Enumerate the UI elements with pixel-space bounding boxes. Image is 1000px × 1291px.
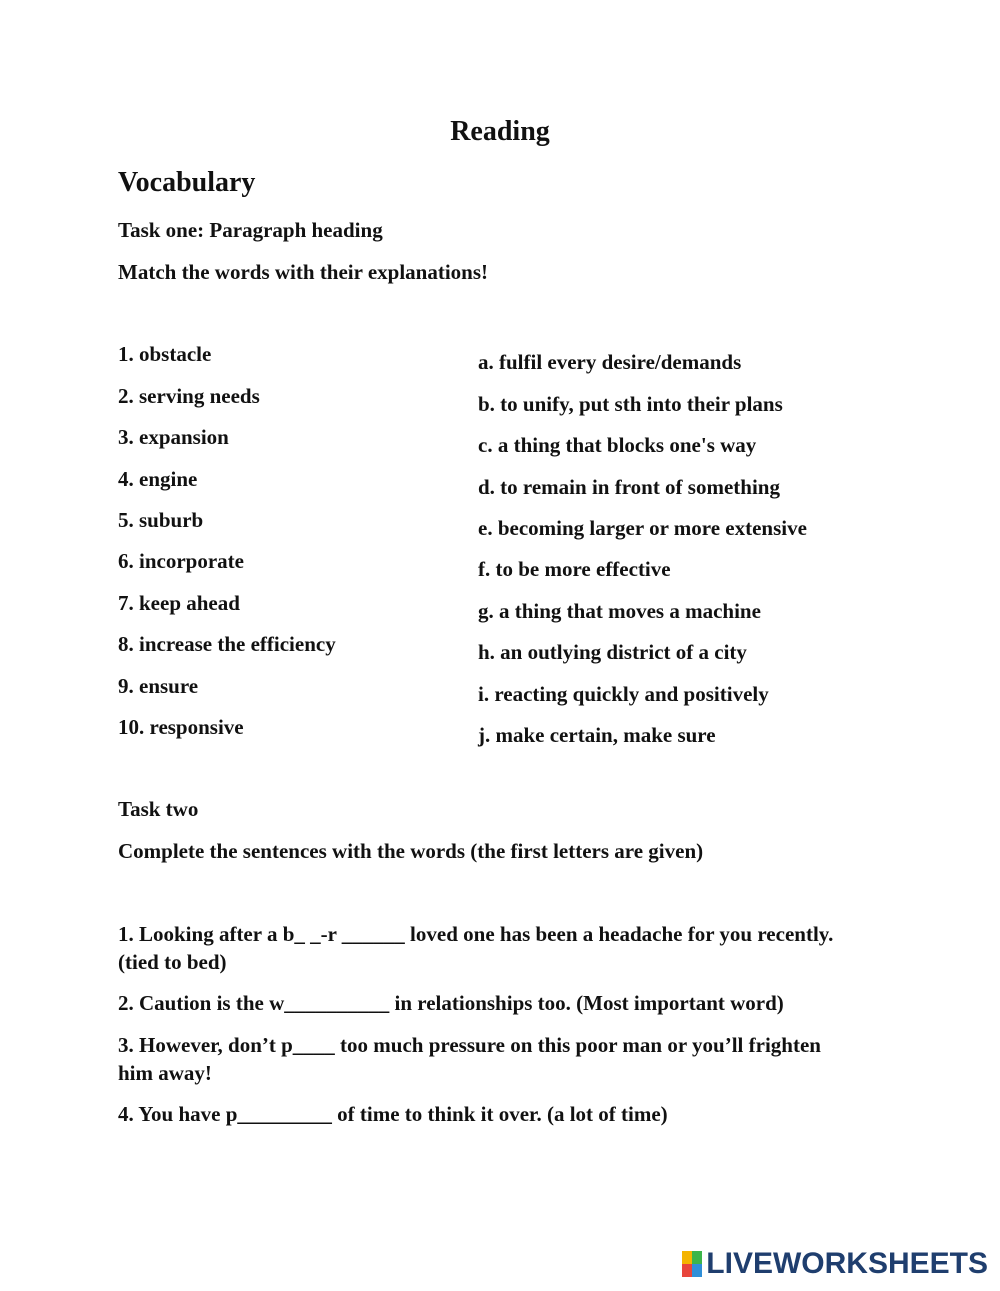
sentence-item: 1. Looking after a b_ _-r ______ loved one has been a headache for you recently. (tied to bed): [118, 922, 834, 974]
task1-heading: Task one: Paragraph heading: [118, 218, 383, 242]
sentence-item: 3. However, don’t p____ too much pressure on this poor man or you’ll frighten him away!: [118, 1033, 821, 1085]
section-heading: Vocabulary: [118, 167, 256, 198]
sentence-item: 2. Caution is the w__________ in relationships too. (Most important word): [118, 991, 784, 1015]
explanation-item: e. becoming larger or more extensive: [478, 516, 807, 540]
explanation-item: h. an outlying district of a city: [478, 640, 747, 664]
explanation-item: j. make certain, make sure: [478, 723, 716, 747]
word-item: 3. expansion: [118, 425, 229, 449]
explanation-item: g. a thing that moves a machine: [478, 599, 761, 623]
explanation-item: c. a thing that blocks one's way: [478, 433, 757, 457]
page-title: Reading: [450, 116, 550, 147]
sentence-item: 4. You have p_________ of time to think it over. (a lot of time): [118, 1102, 668, 1126]
logo-block-v: [682, 1264, 692, 1277]
word-item: 9. ensure: [118, 674, 199, 698]
word-item: 2. serving needs: [118, 384, 260, 408]
task1-instruction: Match the words with their explanations!: [118, 260, 489, 284]
liveworksheets-logo: [682, 1247, 988, 1281]
task2-instruction: Complete the sentences with the words (the first letters are given): [118, 839, 704, 863]
logo-mark-icon: [682, 1251, 702, 1277]
logo-text: LIVEWORKSHEETS: [706, 1247, 988, 1280]
explanation-item: d. to remain in front of something: [478, 475, 780, 499]
task2-heading: Task two: [118, 797, 199, 821]
word-item: 7. keep ahead: [118, 591, 240, 615]
logo-block-i: [692, 1251, 702, 1264]
word-item: 1. obstacle: [118, 342, 212, 366]
word-item: 10. responsive: [118, 715, 244, 739]
word-item: 8. increase the efficiency: [118, 632, 336, 656]
explanation-item: i. reacting quickly and positively: [478, 682, 769, 706]
word-item: 4. engine: [118, 467, 198, 491]
word-item: 5. suburb: [118, 508, 204, 532]
explanation-item: a. fulfil every desire/demands: [478, 350, 742, 374]
explanation-item: b. to unify, put sth into their plans: [478, 392, 783, 416]
logo-block-l: [682, 1251, 692, 1264]
explanation-item: f. to be more effective: [478, 557, 671, 581]
word-item: 6. incorporate: [118, 549, 244, 573]
logo-block-e: [692, 1264, 702, 1277]
